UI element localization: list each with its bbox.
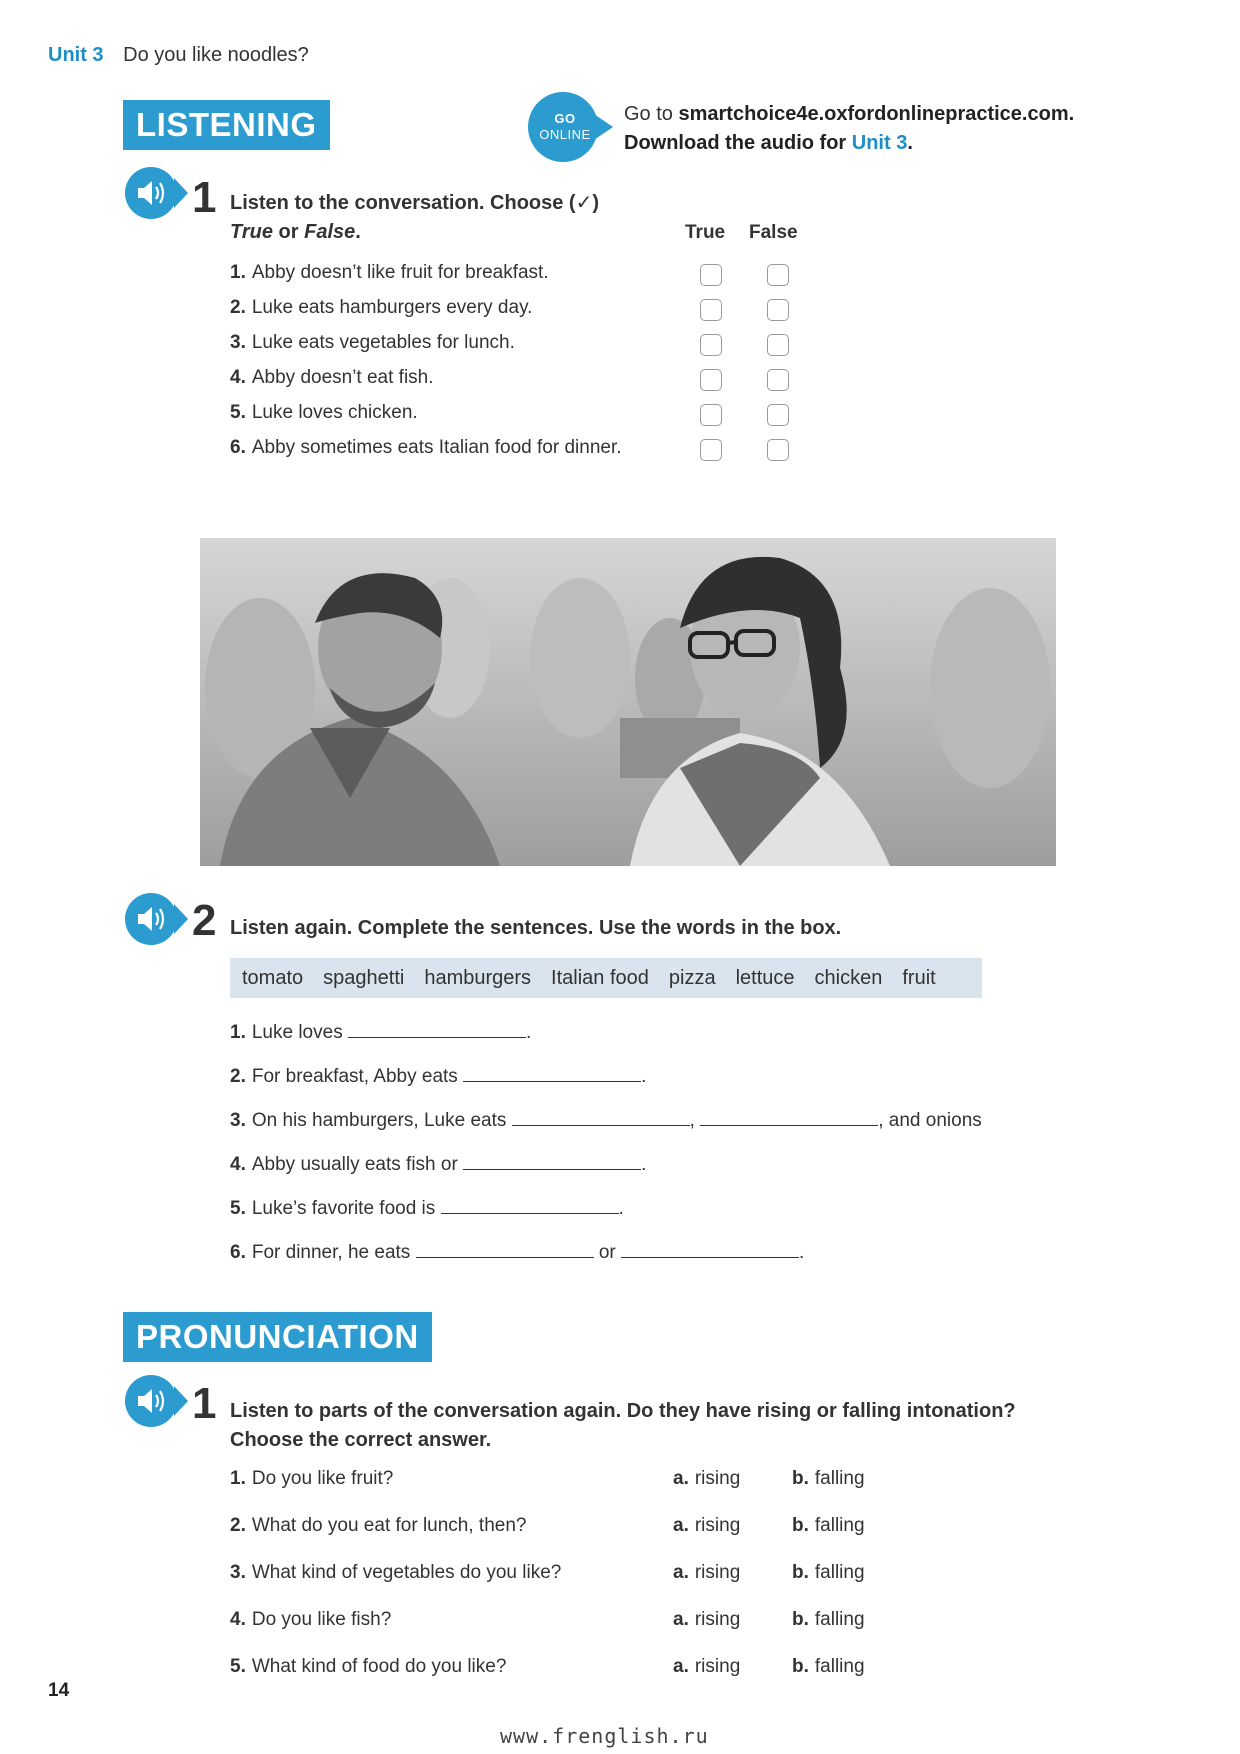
note-unit-link[interactable]: Unit 3 — [851, 132, 908, 154]
item-number: 1. — [230, 262, 246, 283]
unit-title: Do you like noodles? — [123, 44, 309, 66]
option-text: rising — [694, 1515, 741, 1536]
option-falling[interactable] — [792, 1515, 865, 1537]
option-label: b. — [792, 1468, 809, 1489]
false-checkbox[interactable] — [767, 264, 789, 286]
item-text-after: . — [641, 1154, 647, 1175]
item-text: Luke eats hamburgers every day. — [251, 297, 533, 318]
instruction-line-2: Choose the correct answer. — [230, 1429, 492, 1451]
item-number: 6. — [230, 437, 246, 458]
item-number: 1. — [230, 1468, 246, 1489]
option-falling[interactable] — [792, 1562, 865, 1584]
true-checkbox[interactable] — [700, 299, 722, 321]
option-text: rising — [694, 1562, 741, 1583]
pronunciation-banner: PRONUNCIATION — [123, 1312, 432, 1362]
answer-blank[interactable] — [463, 1152, 641, 1170]
true-false-item — [230, 332, 830, 362]
item-text-mid: , — [689, 1110, 701, 1131]
instruction-line-1: Listen to the conversation. Choose (✓) — [230, 192, 600, 214]
option-rising[interactable] — [673, 1515, 740, 1537]
true-false-item — [230, 437, 830, 467]
word-box-word: Italian food — [551, 966, 649, 989]
column-true: True — [685, 222, 726, 243]
pronunciation-question — [230, 1609, 391, 1631]
gap-fill-item — [230, 1196, 624, 1220]
item-number: 5. — [230, 1198, 246, 1219]
word-box-word: fruit — [902, 966, 936, 989]
option-falling[interactable] — [792, 1656, 865, 1678]
option-text: rising — [694, 1468, 741, 1489]
instruction-or: or — [272, 221, 305, 243]
false-checkbox[interactable] — [767, 334, 789, 356]
instruction-true: True — [230, 221, 273, 243]
pronunciation-question — [230, 1515, 526, 1537]
answer-blank[interactable] — [700, 1108, 878, 1126]
word-box-word: spaghetti — [323, 966, 405, 989]
false-checkbox[interactable] — [767, 299, 789, 321]
item-text-mid: or — [593, 1242, 622, 1263]
true-false-item — [230, 367, 830, 397]
unit-label: Unit 3 — [48, 44, 104, 66]
option-label: a. — [673, 1656, 689, 1677]
item-number: 2. — [230, 1066, 246, 1087]
option-falling[interactable] — [792, 1609, 865, 1631]
item-text: What do you eat for lunch, then? — [251, 1515, 527, 1536]
word-box-word: tomato — [242, 966, 304, 989]
speaker-icon[interactable] — [124, 166, 190, 220]
option-label: b. — [792, 1515, 809, 1536]
option-label: b. — [792, 1656, 809, 1677]
pronunciation-question — [230, 1468, 393, 1490]
option-rising[interactable] — [673, 1609, 740, 1631]
answer-blank[interactable] — [512, 1108, 690, 1126]
online-label: ONLINE — [539, 127, 591, 142]
option-label: b. — [792, 1562, 809, 1583]
option-rising[interactable] — [673, 1468, 740, 1490]
true-checkbox[interactable] — [700, 264, 722, 286]
item-number: 1. — [230, 1022, 246, 1043]
conversation-photo — [200, 538, 1056, 866]
item-number: 5. — [230, 1656, 246, 1677]
pronunciation-instruction — [230, 1397, 1016, 1455]
item-text: For breakfast, Abby eats — [251, 1066, 464, 1087]
item-text: Luke loves chicken. — [251, 402, 418, 423]
option-rising[interactable] — [673, 1562, 740, 1584]
true-checkbox[interactable] — [700, 369, 722, 391]
answer-blank[interactable] — [348, 1020, 526, 1038]
instruction-end: . — [355, 221, 361, 243]
listening-banner: LISTENING — [123, 100, 330, 150]
item-number: 3. — [230, 1110, 246, 1131]
option-text: falling — [814, 1562, 865, 1583]
answer-blank[interactable] — [441, 1196, 619, 1214]
option-falling[interactable] — [792, 1468, 865, 1490]
false-checkbox[interactable] — [767, 404, 789, 426]
answer-blank[interactable] — [463, 1064, 641, 1082]
gap-fill-item — [230, 1020, 531, 1044]
item-number: 4. — [230, 1609, 246, 1630]
item-number: 6. — [230, 1242, 246, 1263]
speaker-icon[interactable] — [124, 892, 190, 946]
item-text: What kind of food do you like? — [251, 1656, 507, 1677]
item-number: 5. — [230, 402, 246, 423]
exercise-number: 2 — [192, 896, 217, 945]
item-text-after: . — [618, 1198, 624, 1219]
true-false-item — [230, 262, 830, 292]
speaker-icon[interactable] — [124, 1374, 190, 1428]
item-text-after: , and onions — [878, 1110, 982, 1131]
option-text: falling — [814, 1515, 865, 1536]
instruction-line-1: Listen to parts of the conversation again. Do they have rising or falling intonation? — [230, 1400, 1016, 1422]
option-label: a. — [673, 1515, 689, 1536]
pronunciation-question — [230, 1656, 506, 1678]
true-checkbox[interactable] — [700, 404, 722, 426]
item-text: Do you like fruit? — [251, 1468, 394, 1489]
item-text: Luke loves — [251, 1022, 348, 1043]
exercise-2-instruction: Listen again. Complete the sentences. Use the words in the box. — [230, 917, 842, 939]
option-label: a. — [673, 1468, 689, 1489]
go-label: GO — [554, 111, 576, 126]
word-box-word: lettuce — [735, 966, 795, 989]
item-text: Do you like fish? — [251, 1609, 392, 1630]
word-box — [230, 958, 982, 998]
column-false: False — [749, 222, 798, 243]
item-text-after: . — [641, 1066, 647, 1087]
unit-header — [48, 44, 309, 67]
note-prefix: Go to — [624, 103, 679, 125]
photo-illustration — [200, 538, 1056, 866]
option-text: falling — [814, 1468, 865, 1489]
item-text: For dinner, he eats — [251, 1242, 416, 1263]
answer-blank[interactable] — [416, 1240, 594, 1258]
option-text: rising — [694, 1609, 741, 1630]
note-suffix: . — [907, 132, 913, 154]
true-false-item — [230, 297, 830, 327]
exercise-1-instruction — [230, 189, 599, 247]
item-number: 3. — [230, 332, 246, 353]
false-checkbox[interactable] — [767, 439, 789, 461]
true-checkbox[interactable] — [700, 334, 722, 356]
item-text: Luke’s favorite food is — [251, 1198, 441, 1219]
item-text: On his hamburgers, Luke eats — [251, 1110, 512, 1131]
option-label: b. — [792, 1609, 809, 1630]
word-box-word: pizza — [668, 966, 716, 989]
item-text: Abby usually eats fish or — [251, 1154, 464, 1175]
true-checkbox[interactable] — [700, 439, 722, 461]
item-text: Abby sometimes eats Italian food for dinner. — [251, 437, 622, 458]
word-box-word: hamburgers — [424, 966, 532, 989]
option-text: rising — [694, 1656, 741, 1677]
answer-blank[interactable] — [621, 1240, 799, 1258]
true-false-item — [230, 402, 830, 432]
item-number: 4. — [230, 367, 246, 388]
option-label: a. — [673, 1562, 689, 1583]
gap-fill-item — [230, 1152, 646, 1176]
item-text: Luke eats vegetables for lunch. — [251, 332, 515, 353]
item-text: Abby doesn’t eat fish. — [251, 367, 434, 388]
go-online-badge[interactable] — [525, 90, 615, 164]
option-rising[interactable] — [673, 1656, 740, 1678]
item-number: 4. — [230, 1154, 246, 1175]
online-note — [624, 100, 1074, 158]
item-text-after: . — [525, 1022, 532, 1043]
option-text: falling — [814, 1609, 865, 1630]
word-box-word: chicken — [814, 966, 883, 989]
option-text: falling — [814, 1656, 865, 1677]
exercise-number: 1 — [192, 1379, 217, 1428]
item-number: 2. — [230, 1515, 246, 1536]
gap-fill-item — [230, 1240, 804, 1264]
option-label: a. — [673, 1609, 689, 1630]
item-number: 3. — [230, 1562, 246, 1583]
item-text-after: . — [799, 1242, 805, 1263]
pronunciation-question — [230, 1562, 561, 1584]
note-download: Download the audio for — [624, 132, 852, 154]
gap-fill-item — [230, 1108, 982, 1132]
page-number: 14 — [48, 1680, 70, 1701]
false-checkbox[interactable] — [767, 369, 789, 391]
watermark: www.frenglish.ru — [500, 1724, 709, 1748]
item-text: What kind of vegetables do you like? — [251, 1562, 562, 1583]
exercise-number: 1 — [192, 173, 217, 222]
item-number: 2. — [230, 297, 246, 318]
gap-fill-item — [230, 1064, 646, 1088]
instruction-false: False — [304, 221, 356, 243]
item-text: Abby doesn’t like fruit for breakfast. — [251, 262, 549, 283]
note-url[interactable]: smartchoice4e.oxfordonlinepractice.com. — [678, 103, 1075, 125]
